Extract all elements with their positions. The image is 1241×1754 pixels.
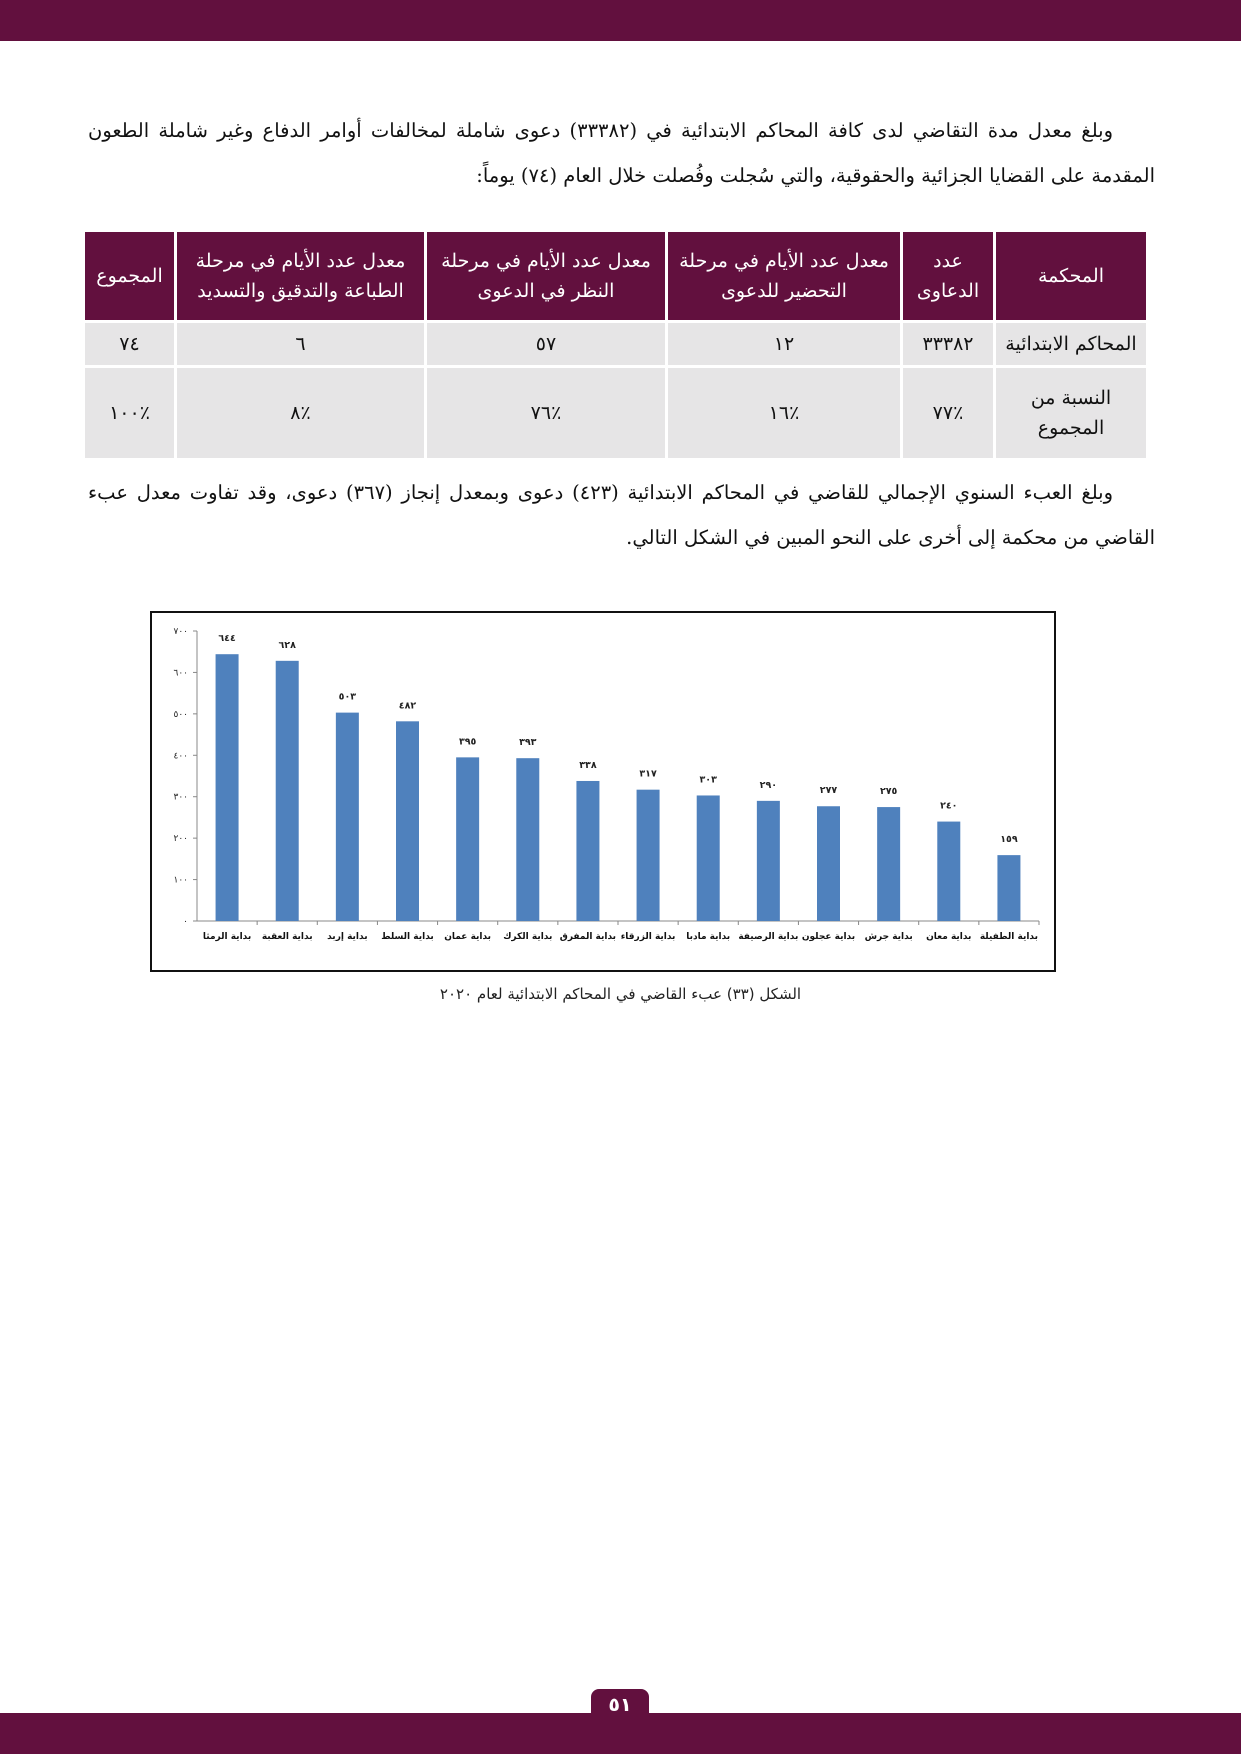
table-cell: ٪٧٧: [903, 368, 993, 458]
x-tick-label: بداية الرصيفة: [738, 932, 799, 942]
bar-value-label: ٣٩٥: [458, 736, 477, 748]
litigation-duration-table: [82, 229, 1149, 461]
judge-load-chart: [150, 611, 1056, 972]
x-tick-label: بداية مادبا: [686, 932, 731, 942]
x-tick-label: بداية السلط: [381, 932, 434, 942]
bar: [516, 758, 539, 921]
bar-value-label: ٣١٧: [639, 768, 657, 780]
top-band: [0, 0, 1241, 41]
bar: [757, 801, 780, 921]
bar-value-label: ٢٧٧: [819, 785, 838, 797]
x-tick-label: بداية الطفيلة: [979, 932, 1039, 942]
x-tick-label: بداية الكرك: [503, 932, 553, 942]
bar-value-label: ١٥٩: [1000, 834, 1018, 846]
y-tick-label: ٢٠٠: [173, 834, 188, 845]
bar: [396, 721, 419, 921]
x-tick-label: بداية عجلون: [801, 932, 856, 942]
x-tick-label: بداية الزرقاء: [620, 932, 676, 942]
bar-value-label: ٦٤٤: [218, 633, 236, 645]
bar: [456, 757, 479, 921]
bar: [216, 654, 239, 921]
bar-value-label: ٢٤٠: [940, 800, 958, 812]
table-header: معدل عدد الأيام في مرحلة النظر في الدعوى: [427, 232, 665, 320]
x-tick-label: بداية عمان: [444, 932, 492, 942]
table-cell: ١٢: [668, 323, 900, 365]
bar: [576, 781, 599, 921]
table-header: معدل عدد الأيام في مرحلة الطباعة والتدقيق والتسديد: [177, 232, 424, 320]
y-tick-label: ٥٠٠: [173, 709, 188, 720]
bar: [637, 790, 660, 921]
x-tick-label: بداية المفرق: [559, 932, 617, 942]
bar: [997, 855, 1020, 921]
bar: [276, 661, 299, 921]
table-header: المحكمة: [996, 232, 1146, 320]
table-cell: ٧٤: [85, 323, 174, 365]
figure-caption: الشكل (٣٣) عبء القاضي في المحاكم الابتدائية لعام ٢٠٢٠: [439, 985, 802, 1003]
table-cell: ٣٣٣٨٢: [903, 323, 993, 365]
table-cell: المحاكم الابتدائية: [996, 323, 1146, 365]
table-cell: ٪٨: [177, 368, 424, 458]
table-cell: ٦: [177, 323, 424, 365]
table-cell: ٥٧: [427, 323, 665, 365]
table-row: [85, 368, 1146, 458]
bar-value-label: ٥٠٣: [338, 691, 357, 703]
bar: [817, 806, 840, 921]
table-cell: ٪٧٦: [427, 368, 665, 458]
y-tick-label: ١٠٠: [173, 875, 188, 886]
y-tick-label: ٣٠٠: [173, 792, 188, 803]
table-row: [85, 323, 1146, 365]
bar-value-label: ٢٩٠: [759, 779, 778, 791]
y-tick-label: ٤٠٠: [173, 751, 188, 762]
x-tick-label: بداية الرمثا: [202, 932, 252, 942]
bar: [877, 807, 900, 921]
bar-chart-canvas: [152, 613, 1054, 970]
y-tick-label: ٧٠٠: [173, 627, 188, 637]
table-cell: النسبة من المجموع: [996, 368, 1146, 458]
bar-value-label: ٣٣٨: [579, 759, 597, 771]
x-tick-label: بداية معان: [926, 932, 972, 942]
table-header: معدل عدد الأيام في مرحلة التحضير للدعوى: [668, 232, 900, 320]
y-tick-label: ٠: [183, 917, 188, 927]
bar-value-label: ٣٠٣: [699, 774, 717, 786]
bar-value-label: ٢٧٥: [879, 786, 898, 798]
judge-load-paragraph: وبلغ العبء السنوي الإجمالي للقاضي في المحاكم الابتدائية (٤٢٣) دعوى وبمعدل إنجاز (٣٦٧) دعوى، وقد تفاوت معدل عبء القاضي من محكمة إلى أخرى على النحو المبين في الشكل التالي.: [88, 481, 1155, 549]
bar-value-label: ٦٢٨: [278, 639, 296, 651]
table-header: عدد الدعاوى: [903, 232, 993, 320]
x-tick-label: بداية العقبة: [261, 932, 313, 942]
bar-value-label: ٣٩٣: [519, 737, 537, 749]
table-header-row: [85, 232, 1146, 320]
bar: [937, 822, 960, 921]
bar: [697, 795, 720, 921]
y-tick-label: ٦٠٠: [173, 668, 188, 679]
x-tick-label: بداية إربد: [327, 932, 368, 942]
page-number: ٥١: [591, 1689, 649, 1721]
table-cell: ٪١٦: [668, 368, 900, 458]
x-tick-label: بداية جرش: [864, 932, 913, 942]
intro-paragraph: وبلغ معدل مدة التقاضي لدى كافة المحاكم الابتدائية في (٣٣٣٨٢) دعوى شاملة لمخالفات أوامر الدفاع وغير شاملة الطعون المقدمة على القضايا الجزائية والحقوقية، والتي سُجلت وفُصلت خلال العام (٧٤) يوماً:: [88, 119, 1155, 187]
bar-value-label: ٤٨٢: [398, 700, 417, 712]
table-header: المجموع: [85, 232, 174, 320]
table-cell: ٪١٠٠: [85, 368, 174, 458]
bar: [336, 713, 359, 921]
